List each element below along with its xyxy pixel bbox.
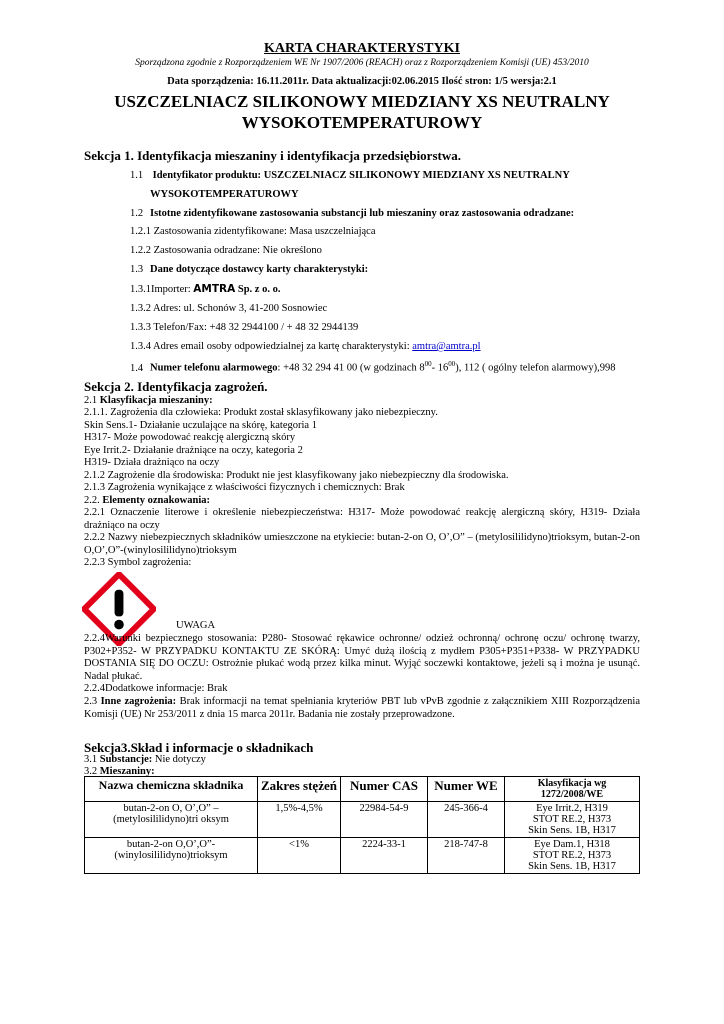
s1-emergency-phone: 1.4 Numer telefonu alarmowego: +48 32 294 41 00 (w godzinach $8^{00}-$ $16^{00}$), 112 ( ogólny telefon alarmowy),998 (130, 360, 616, 374)
document-title: KARTA CHARAKTERYSTYKI (264, 41, 460, 56)
s2-h319: H319- Działa drażniąco na oczy (84, 457, 220, 468)
cell-range: <1% (258, 838, 341, 874)
section1-heading: Sekcja 1. Identyfikacja mieszaniny i identyfikacja przedsiębiorstwa. (84, 148, 461, 163)
s2-other-hazards: 2.3 Inne zagrożenia: Brak informacji na temat spełniania kryteriów PBT lub vPvB zgodnie z załącznikiem XIII Rozporządzenia Komisji (UE) Nr 253/2011 z dnia 15 marca 2011r. Badania nie zostały przeprowadzone. (84, 696, 641, 720)
table-header-row (85, 777, 640, 802)
cell-cas: 2224-33-1 (341, 838, 428, 874)
s2-classification-heading: 2.1 Klasyfikacja mieszaniny: (84, 395, 213, 406)
s2-label-elements-heading: 2.2. Elementy oznakowania: (84, 495, 210, 506)
cell-name: butan-2-on O,O’,O”-(winylosililidyno)trioksym (85, 838, 258, 874)
regulation-note: Sporządzona zgodnie z Rozporządzeniem WE Nr 1907/2006 (REACH) oraz z Rozporządzeniem Komisji (UE) 453/2010 (135, 58, 589, 68)
s2-h317: H317- Może powodować reakcję alergiczną skóry (84, 432, 296, 443)
cell-we: 245-366-4 (428, 802, 505, 838)
amtra-logo-text: AMTRA (193, 283, 236, 295)
s2-precautionary-statements: 2.2.4Warunki bezpiecznego stosowania: P280- Stosować rękawice ochronne/ odzież ochronną/ ochronę oczu/ ochronę twarzy, P302+P352- W PRZYPADKU KONTAKTU ZE SKÓRĄ: Umyć dużą ilością z mydłem P305+P351+P338- W PRZYPADKU DOSTANIA SIĘ DO OCZU: Ostrożnie płukać wodą przez kilka minut. Wyjąć soczewki kontaktowe, jeżeli są i można je usunąć. Nadal płukać. (84, 633, 640, 682)
dates-line: Data sporządzenia: 16.11.2011r. Data aktualizacji:02.06.2015 Ilość stron: 1/5 wersja:2.1 (167, 76, 557, 87)
composition-table (84, 776, 640, 874)
s1-product-identifier: 1.1 Identyfikator produktu: USZCZELNIACZ SILIKONOWY MIEDZIANY XS NEUTRALNY (130, 170, 570, 181)
s2-eye-irrit: Eye Irrit.2- Działanie drażniące na oczy, kategoria 2 (84, 445, 303, 456)
header-we: Numer WE (428, 777, 505, 802)
s1-address: 1.3.2 Adres: ul. Schonów 3, 41-200 Sosnowiec (130, 303, 328, 314)
cell-we: 218-747-8 (428, 838, 505, 874)
s3-mixtures: 3.2 Mieszaniny: (84, 766, 155, 777)
s1-phone-fax: 1.3.3 Telefon/Fax: +48 32 2944100 / + 48 32 2944139 (130, 322, 359, 333)
header-classification: Klasyfikacja wg 1272/2008/WE (505, 777, 640, 802)
s2-hazard-statements: 2.2.1 Oznaczenie literowe i określenie niebezpieczeństwa: H317- Może powodować reakcję alergiczną skóry, H319- Działa drażniąco na oczy (84, 507, 640, 531)
header-chemical-name: Nazwa chemiczna składnika (85, 777, 258, 802)
s2-physical: 2.1.3 Zagrożenia wynikające z właściwości fizycznych i chemicznych: Brak (84, 482, 405, 493)
cell-cas: 22984-54-9 (341, 802, 428, 838)
s2-human-hazards: 2.1.1. Zagrożenia dla człowieka: Produkt został sklasyfikowany jako niebezpieczny. (84, 407, 438, 418)
section2-heading: Sekcja 2. Identyfikacja zagrożeń. (84, 379, 268, 394)
product-name-line1: USZCZELNIACZ SILIKONOWY MIEDZIANY XS NEUTRALNY (114, 92, 610, 111)
product-name-line2: WYSOKOTEMPERATUROWY (241, 113, 483, 132)
s1-importer: 1.3.1Importer: AMTRA Sp. z o. o. (130, 283, 281, 295)
s1-email-line: 1.3.4 Adres email osoby odpowiedzialnej za kartę charakterystyki: amtra@amtra.pl (130, 341, 481, 352)
table-row (85, 802, 640, 838)
cell-classification: Eye Dam.1, H318 STOT RE.2, H373 Skin Sens. 1B, H317 (505, 838, 640, 874)
s2-hazard-symbol-label: 2.2.3 Symbol zagrożenia: (84, 557, 192, 568)
section3-heading: Sekcja3.Skład i informacje o składnikach (84, 740, 314, 755)
s2-skin-sens: Skin Sens.1- Działanie uczulające na skórę, kategoria 1 (84, 420, 317, 431)
header-cas: Numer CAS (341, 777, 428, 802)
header-concentration: Zakres stężeń (258, 777, 341, 802)
cell-name: butan-2-on O, O’,O” – (metylosililidyno)tri oksym (85, 802, 258, 838)
s1-uses-heading: 1.2 Istotne zidentyfikowane zastosowania substancji lub mieszaniny oraz zastosowania odradzane: (130, 208, 575, 219)
email-link[interactable]: amtra@amtra.pl (412, 341, 481, 352)
s1-uses-identified: 1.2.1 Zastosowania zidentyfikowane: Masa uszczelniająca (130, 226, 376, 237)
s3-substances: 3.1 Substancje: Nie dotyczy (84, 754, 206, 765)
s1-product-identifier-cont: WYSOKOTEMPERATUROWY (150, 189, 299, 200)
cell-classification: Eye Irrit.2, H319 STOT RE.2, H373 Skin Sens. 1B, H317 (505, 802, 640, 838)
s2-additional-info: 2.2.4Dodatkowe informacje: Brak (84, 683, 228, 694)
s1-supplier-heading: 1.3 Dane dotyczące dostawcy karty charakterystyki: (130, 264, 369, 275)
signal-word: UWAGA (176, 620, 216, 631)
s2-environment: 2.1.2 Zagrożenie dla środowiska: Produkt nie jest klasyfikowany jako niebezpieczny dla środowiska. (84, 470, 509, 481)
table-row (85, 838, 640, 874)
cell-range: 1,5%-4,5% (258, 802, 341, 838)
s1-uses-advised-against: 1.2.2 Zastosowania odradzane: Nie określono (130, 245, 322, 256)
s2-hazardous-components: 2.2.2 Nazwy niebezpiecznych składników umieszczone na etykiecie: butan-2-on O, O’,O” – (metylosililidyno)trioksym, butan-2-on O,O’,O”-(winylosililidyno)trioksym (84, 532, 640, 556)
